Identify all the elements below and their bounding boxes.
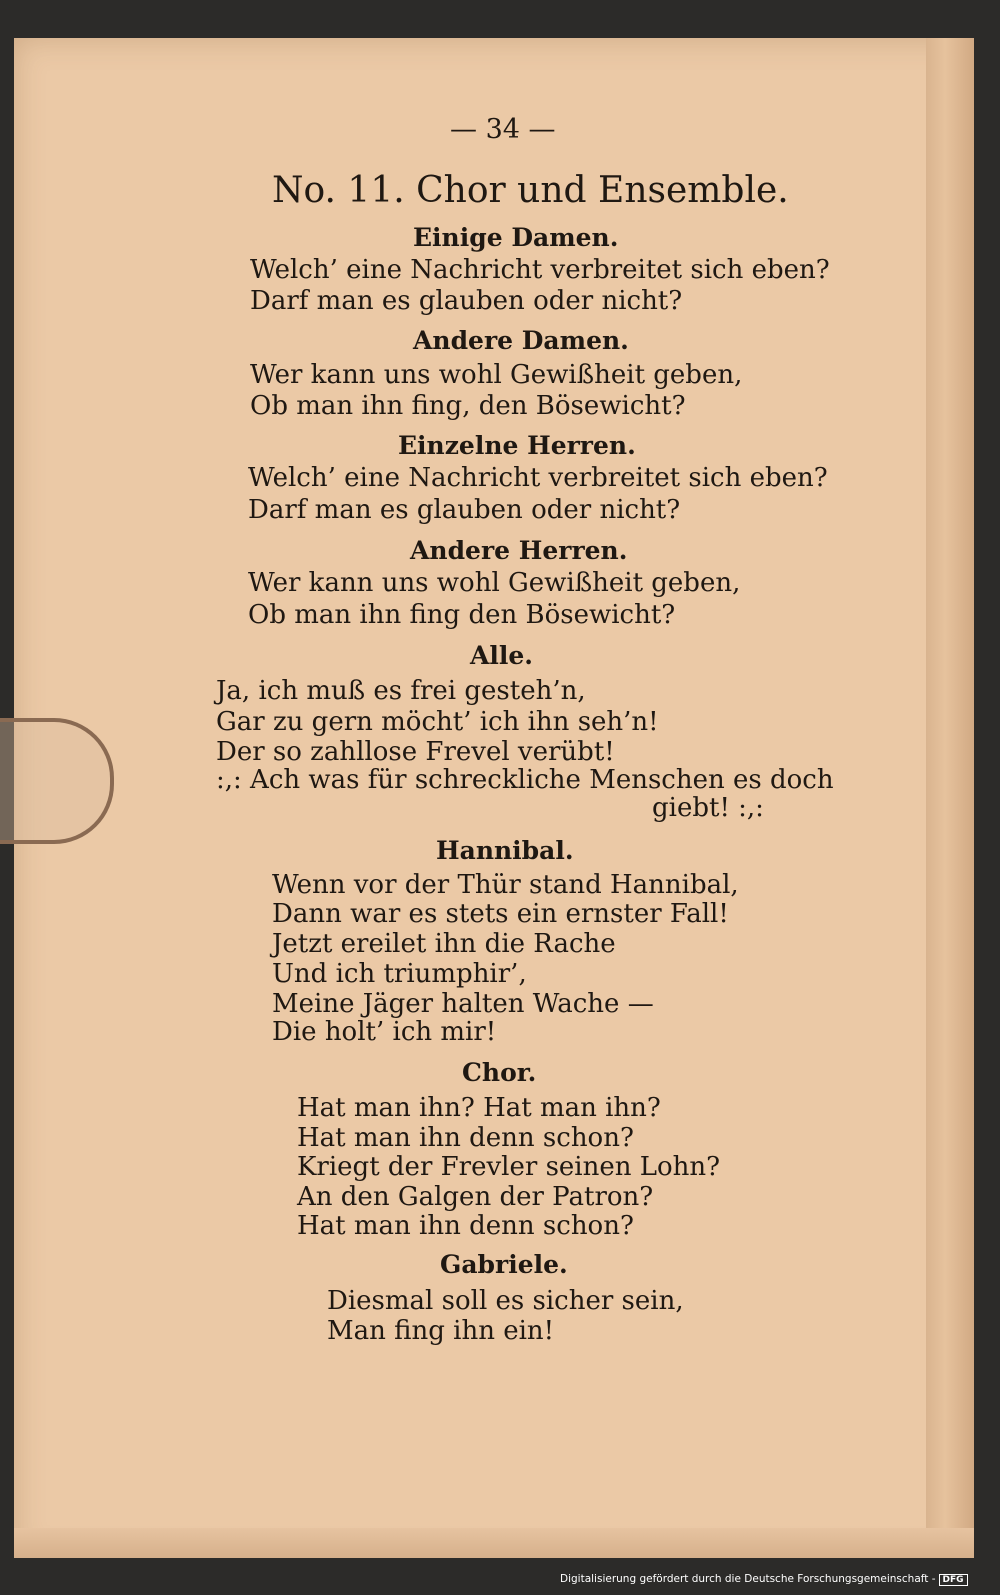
verse-line: Ob man ihn fing den Bösewicht? — [248, 600, 676, 630]
verse-line: Ja, ich muß es frei gesteh’n, — [216, 676, 586, 706]
verse-line: Wenn vor der Thür stand Hannibal, — [272, 870, 739, 900]
verse-line: Darf man es glauben oder nicht? — [250, 286, 683, 316]
verse-line: Jetzt ereilet ihn die Rache — [272, 929, 616, 959]
speaker-heading: Andere Damen. — [413, 326, 629, 355]
speaker-heading: Chor. — [462, 1058, 537, 1087]
speaker-heading: Einzelne Herren. — [398, 431, 636, 460]
speaker-heading: Gabriele. — [440, 1250, 568, 1279]
verse-line: Und ich triumphir’, — [272, 959, 527, 989]
verse-line: Dann war es stets ein ernster Fall! — [272, 899, 729, 929]
speaker-heading: Hannibal. — [436, 836, 574, 865]
speaker-heading: Alle. — [470, 641, 534, 670]
verse-line: Welch’ eine Nachricht verbreitet sich eben? — [248, 463, 828, 493]
page-bottom-edge — [14, 1528, 974, 1558]
digitization-credit — [560, 1573, 968, 1593]
speaker-heading: Andere Herren. — [410, 536, 628, 565]
verse-line: Wer kann uns wohl Gewißheit geben, — [250, 360, 743, 390]
verse-line: giebt! :,: — [652, 793, 764, 823]
verse-line: Gar zu gern möcht’ ich ihn seh’n! — [216, 707, 659, 737]
page-number: — 34 — — [450, 114, 556, 145]
verse-line: Ob man ihn fing, den Bösewicht? — [250, 391, 686, 421]
credit-text: Digitalisierung gefördert durch die Deutsche Forschungsgemeinschaft - — [560, 1573, 936, 1585]
dfg-logo: DFG — [939, 1574, 968, 1586]
verse-line: Darf man es glauben oder nicht? — [248, 495, 681, 525]
verse-line: Man fing ihn ein! — [327, 1316, 555, 1346]
verse-line: An den Galgen der Patron? — [297, 1182, 654, 1212]
speaker-heading: Einige Damen. — [413, 223, 619, 252]
verse-line: Kriegt der Frevler seinen Lohn? — [297, 1152, 721, 1182]
verse-line: Welch’ eine Nachricht verbreitet sich eben? — [250, 255, 830, 285]
verse-line: Hat man ihn denn schon? — [297, 1123, 634, 1153]
verse-line: Diesmal soll es sicher sein, — [327, 1286, 684, 1316]
verse-line: Meine Jäger halten Wache — — [272, 989, 654, 1019]
verse-line: Hat man ihn? Hat man ihn? — [297, 1093, 661, 1123]
verse-line: Hat man ihn denn schon? — [297, 1211, 634, 1241]
verse-line: Der so zahllose Frevel verübt! — [216, 737, 615, 767]
page-title: No. 11. Chor und Ensemble. — [272, 170, 789, 211]
verse-line: Wer kann uns wohl Gewißheit geben, — [248, 568, 741, 598]
verse-line: :,: Ach was für schreckliche Menschen es doch — [216, 765, 834, 795]
verse-line: Die holt’ ich mir! — [272, 1017, 497, 1047]
